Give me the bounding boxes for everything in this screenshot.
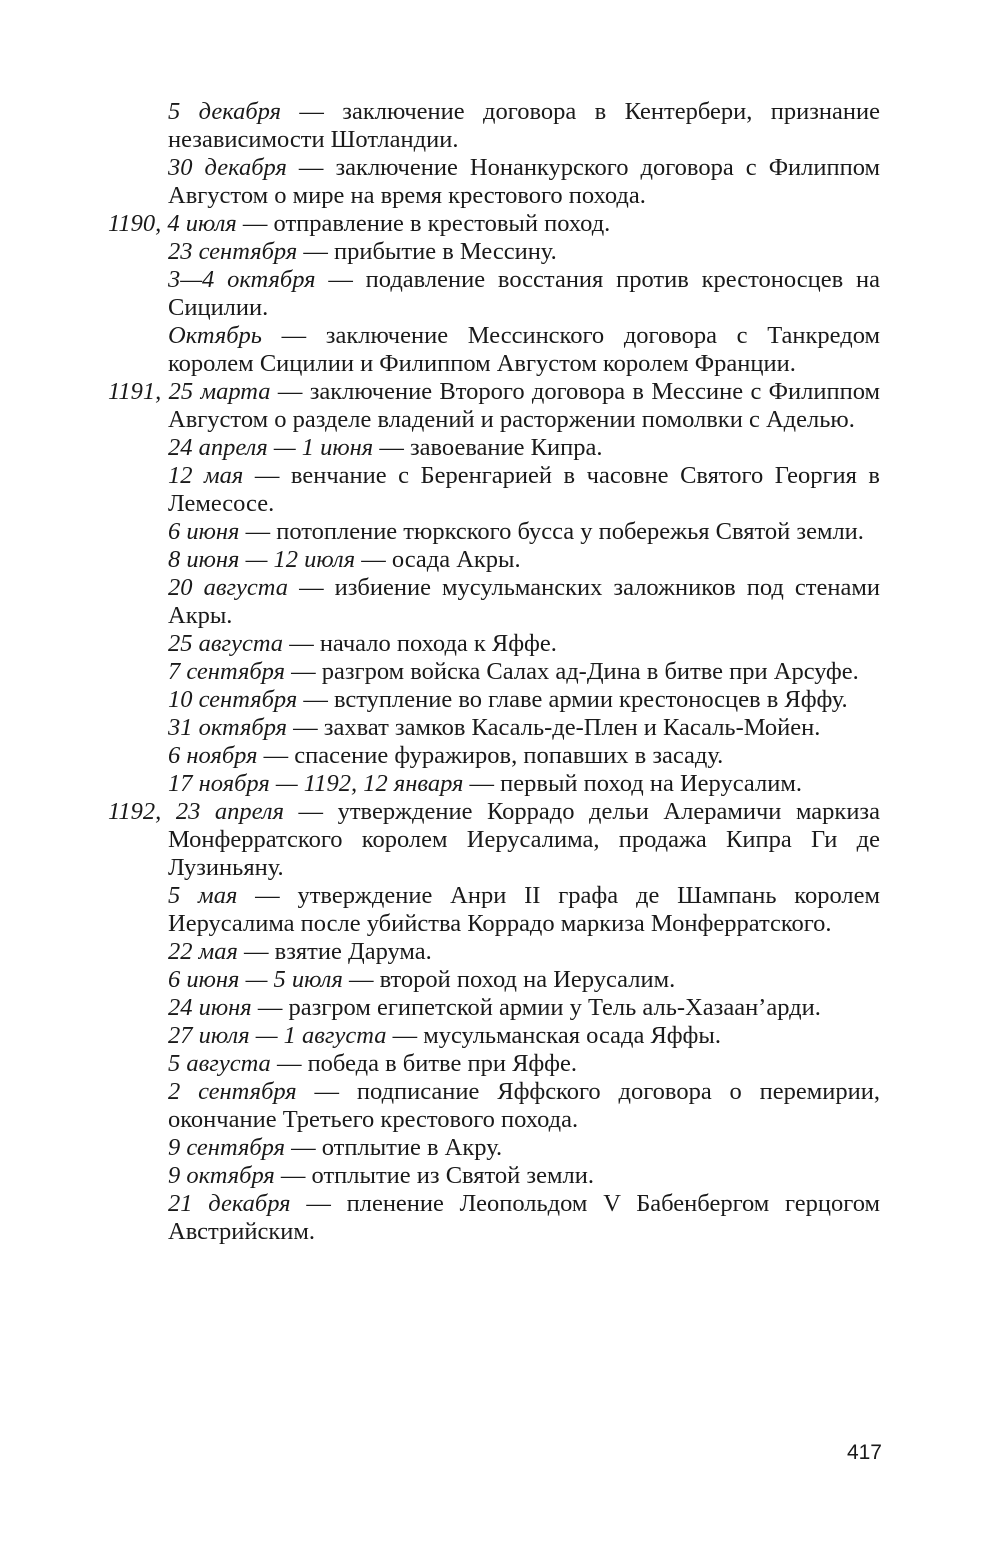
entry-date: 9 октября [168,1162,275,1189]
chronology-text [108,98,880,1246]
page-number: 417 [846,1441,882,1464]
entry-date: 5 августа [168,1050,271,1077]
chronology-entry [108,462,880,518]
chronology-entry [108,98,880,154]
entry-date: 9 сентября [168,1134,285,1161]
chronology-entry [108,630,880,658]
chronology-entry [108,518,880,546]
chronology-year-entry [108,798,880,882]
chronology-entry [108,1078,880,1134]
chronology-entry [108,434,880,462]
entry-date: 30 декабря [168,154,287,181]
chronology-entry [108,1050,880,1078]
entry-date: Октябрь [168,322,262,349]
chronology-entry [108,882,880,938]
entry-date: 24 апреля — 1 июня [168,434,374,461]
chronology-entry [108,574,880,630]
entry-date: 1192, 23 апреля [108,798,284,825]
chronology-entry [108,1162,880,1190]
entry-description: — заключение договора в Кентербери, признание независимости Шотландии. [168,98,880,153]
entry-date: 24 июня [168,994,252,1021]
entry-description: — вступление во главе армии крестоносцев в Яффу. [297,686,848,713]
entry-description: — отплытие из Святой земли. [274,1162,594,1189]
entry-description: — отплытие в Акру. [284,1134,503,1161]
chronology-entry [108,938,880,966]
entry-description: — спасение фуражиров, попавших в засаду. [257,742,724,769]
chronology-entry [108,238,880,266]
entry-description: — потопление тюркского бусса у побережья Святой земли. [239,518,864,545]
entry-description: — мусульманская осада Яффы. [386,1022,721,1049]
entry-description: — заключение Нонанкурского договора с Филиппом Августом о мире на время крестового похода. [168,154,881,209]
entry-description: — захват замков Касаль-де-Плен и Касаль-Мойен. [287,714,821,741]
entry-date: 5 декабря [168,98,281,125]
entry-date: 20 августа [168,574,288,601]
entry-date: 25 августа [168,630,284,657]
entry-date: 7 сентября [168,658,285,685]
entry-date: 17 ноября — 1192, 12 января [168,770,464,797]
entry-description: — осада Акры. [355,546,521,573]
entry-description: — утверждение Коррадо дельи Алерамичи маркиза Монферратского королем Иерусалима, продажа Кипра Ги де Лузиньяну. [168,798,880,881]
entry-date: 6 июня [168,518,240,545]
chronology-entry [108,966,880,994]
entry-date: 23 сентября [168,238,298,265]
chronology-entry [108,742,880,770]
entry-date: 2 сентября [168,1078,297,1105]
entry-description: — первый поход на Иерусалим. [463,770,802,797]
entry-date: 3—4 октября [168,266,316,293]
chronology-entry [108,266,880,322]
entry-description: — прибытие в Мессину. [297,238,557,265]
entry-description: — подписание Яффского договора о перемирии, окончание Третьего крестового похода. [168,1078,880,1133]
entry-description: — заключение Мессинского договора с Танкредом королем Сицилии и Филиппом Августом королем Франции. [168,322,880,377]
chronology-entry [108,770,880,798]
entry-date: 12 мая [168,462,244,489]
chronology-entry [108,714,880,742]
entry-date: 6 ноября [168,742,258,769]
chronology-entry [108,994,880,1022]
entry-description: — избиение мусульманских заложников под стенами Акры. [168,574,880,629]
entry-description: — победа в битве при Яффе. [270,1050,578,1077]
chronology-entry [108,1022,880,1050]
entry-date: 5 мая [168,882,238,909]
entry-date: 27 июля — 1 августа [168,1022,387,1049]
chronology-year-entry [108,378,880,434]
entry-description: — второй поход на Иерусалим. [342,966,676,993]
entry-description: — утверждение Анри II графа де Шампань королем Иерусалима после убийства Коррадо маркиза Монферратского. [168,882,880,937]
entry-date: 6 июня — 5 июля [168,966,343,993]
entry-description: — подавление восстания против крестоносцев на Сицилии. [168,266,880,321]
entry-description: — начало похода к Яффе. [283,630,557,657]
chronology-entry [108,546,880,574]
entry-description: — венчание с Беренгарией в часовне Святого Георгия в Лемесосе. [168,462,880,517]
entry-date: 21 декабря [168,1190,291,1217]
chronology-entry [108,686,880,714]
chronology-entry [108,1134,880,1162]
entry-description: — заключение Второго договора в Мессине с Филиппом Августом о разделе владений и расторжении помолвки с Аделью. [168,378,880,433]
entry-date: 1190, 4 июля [108,210,237,237]
entry-description: — взятие Дарума. [237,938,432,965]
chronology-entry [108,154,880,210]
entry-description: — разгром египетской армии у Тель аль-Хазаан’арди. [251,994,821,1021]
entry-description: — завоевание Кипра. [373,434,603,461]
chronology-entry [108,1190,880,1246]
entry-date: 31 октября [168,714,288,741]
entry-description: — пленение Леопольдом V Бабенбергом герцогом Австрийским. [168,1190,880,1245]
entry-date: 1191, 25 марта [108,378,271,405]
chronology-entry [108,322,880,378]
entry-date: 22 мая [168,938,238,965]
entry-description: — отправление в крестовый поход. [236,210,611,237]
chronology-year-entry [108,210,880,238]
chronology-entry [108,658,880,686]
entry-date: 8 июня — 12 июля [168,546,356,573]
entry-description: — разгром войска Салах ад-Дина в битве при Арсуфе. [284,658,859,685]
entry-date: 10 сентября [168,686,298,713]
